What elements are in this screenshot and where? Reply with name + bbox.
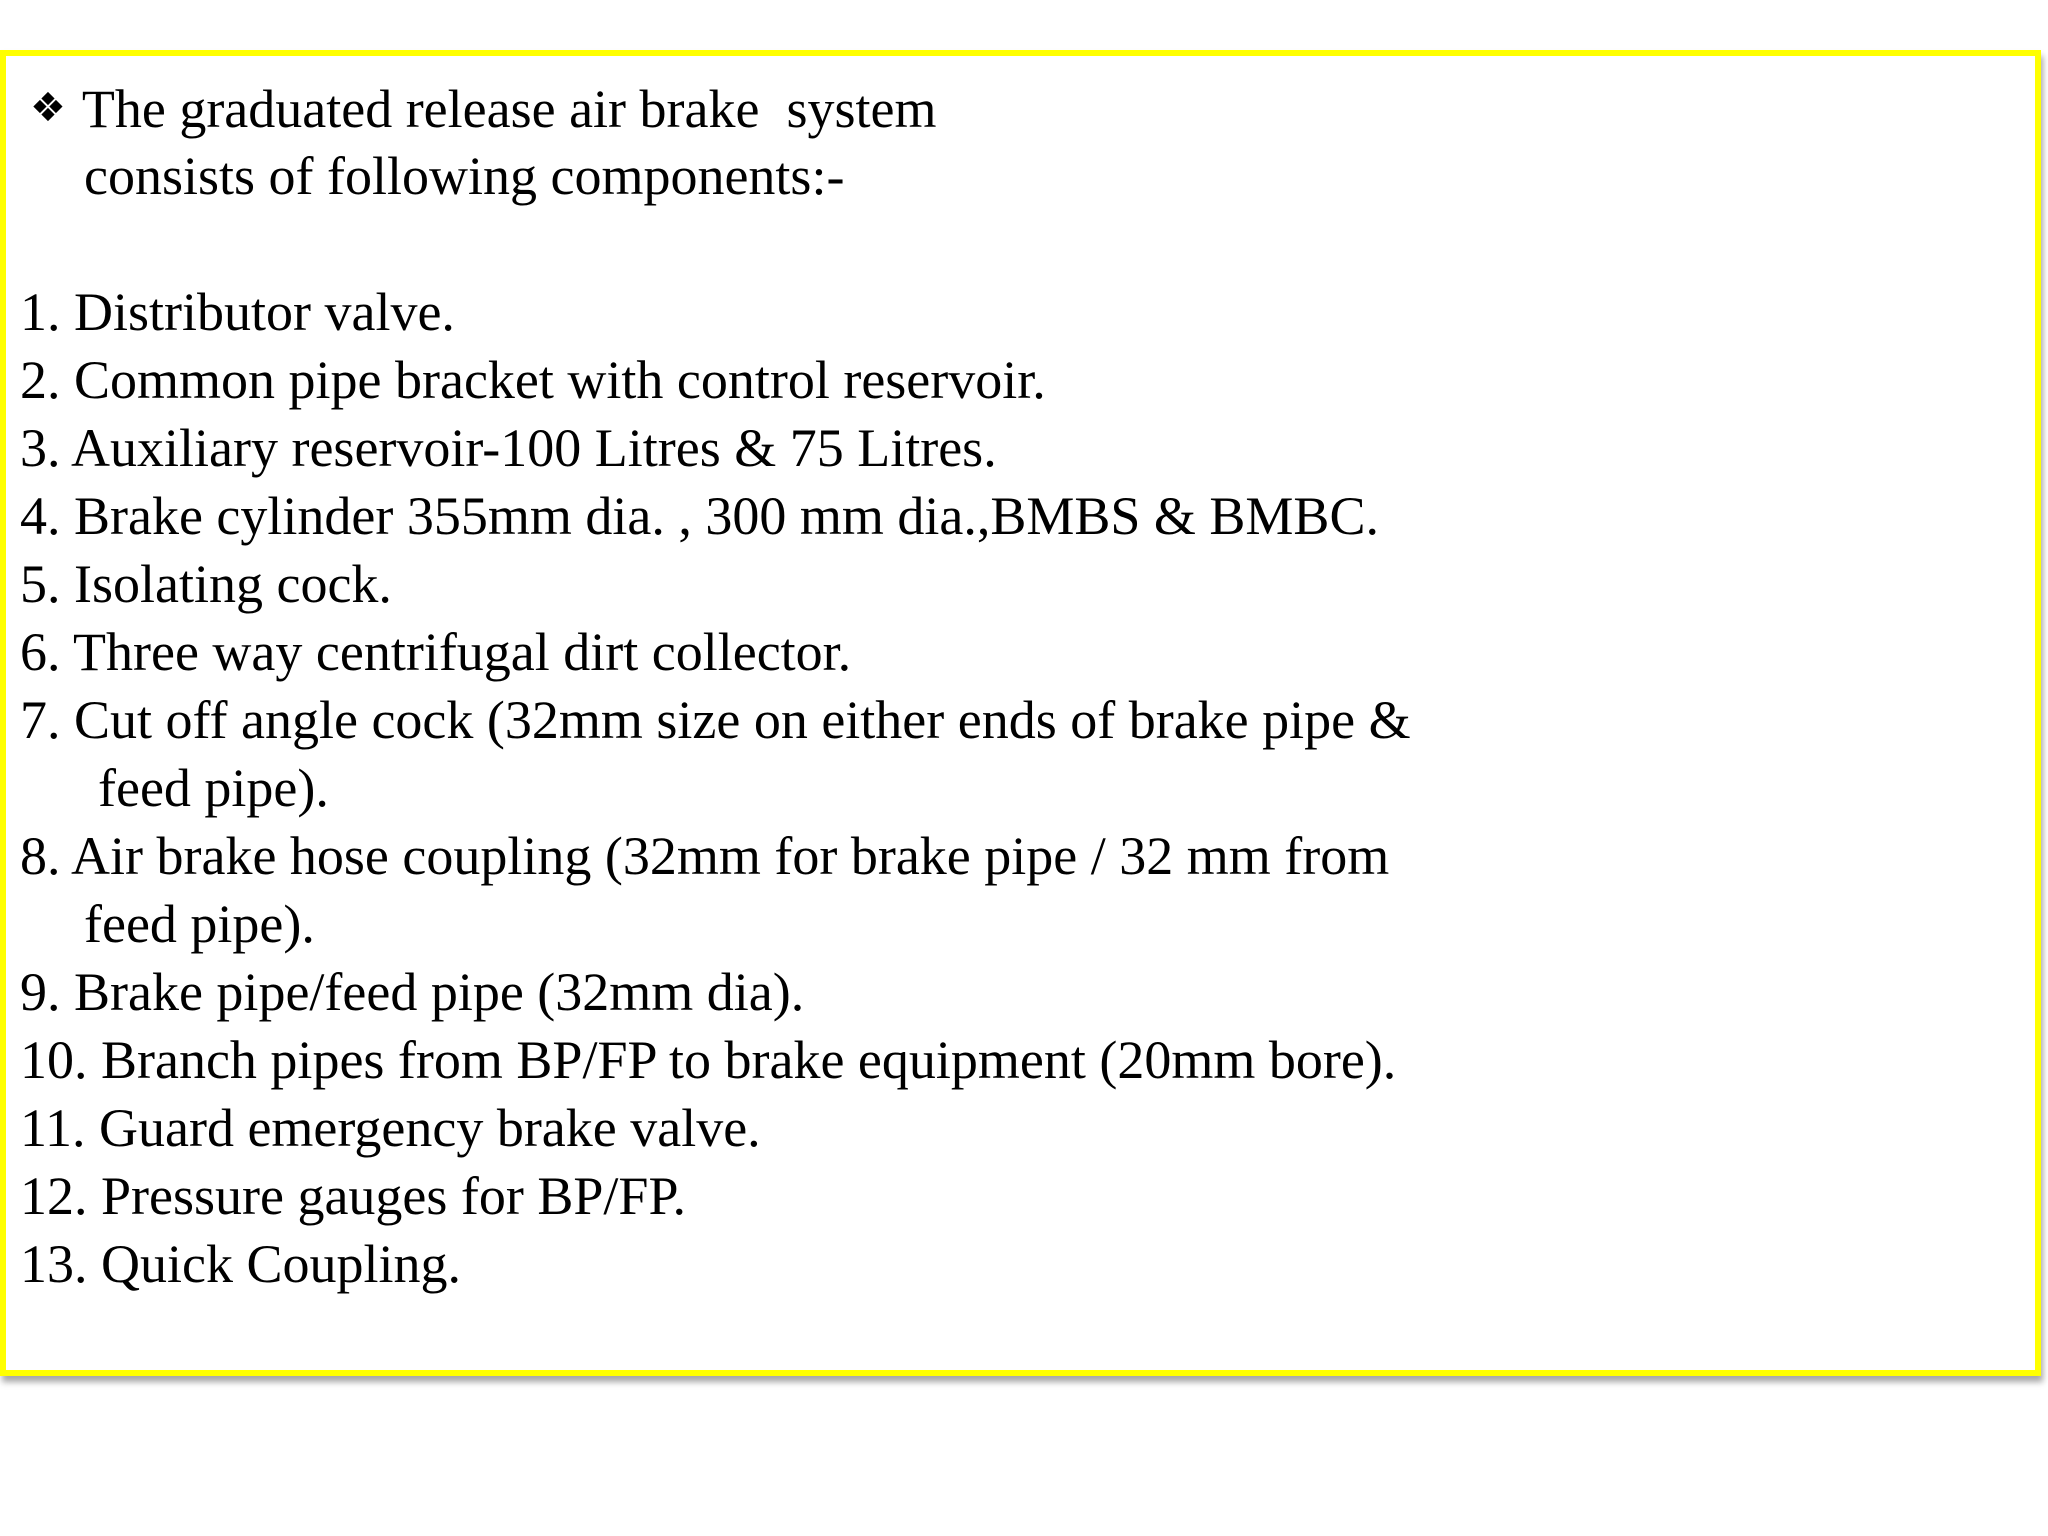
list-item-7-continuation: feed pipe).: [98, 758, 329, 818]
spacer: [20, 210, 2025, 278]
intro-text-1: The graduated release air brake system: [81, 79, 937, 139]
list-item-10: 10. Branch pipes from BP/FP to brake equipment (20mm bore).: [20, 1030, 1397, 1090]
list-item-4: 4. Brake cylinder 355mm dia. , 300 mm dia.,BMBS & BMBC.: [20, 486, 1379, 546]
intro-line-1: [20, 74, 2025, 142]
list-item-1: 1. Distributor valve.: [20, 282, 455, 342]
four-diamond-bullet-icon: ❖: [30, 85, 66, 131]
list-item-7: 7. Cut off angle cock (32mm size on either ends of brake pipe &: [20, 690, 1411, 750]
content-text-box: [0, 50, 2041, 1376]
list-item-2: 2. Common pipe bracket with control reservoir.: [20, 350, 1046, 410]
intro-line-2: consists of following components:-: [84, 146, 845, 206]
list-item-5: 5. Isolating cock.: [20, 554, 392, 614]
list-item-9: 9. Brake pipe/feed pipe (32mm dia).: [20, 962, 805, 1022]
list-item-13: 13. Quick Coupling.: [20, 1234, 461, 1294]
list-item-8-continuation: feed pipe).: [84, 894, 315, 954]
list-item-8: 8. Air brake hose coupling (32mm for brake pipe / 32 mm from: [20, 826, 1390, 886]
list-item-3: 3. Auxiliary reservoir-100 Litres & 75 Litres.: [20, 418, 997, 478]
component-list-content: [20, 74, 2025, 1298]
list-item-12: 12. Pressure gauges for BP/FP.: [20, 1166, 687, 1226]
list-item-6: 6. Three way centrifugal dirt collector.: [20, 622, 852, 682]
list-item-11: 11. Guard emergency brake valve.: [20, 1098, 761, 1158]
